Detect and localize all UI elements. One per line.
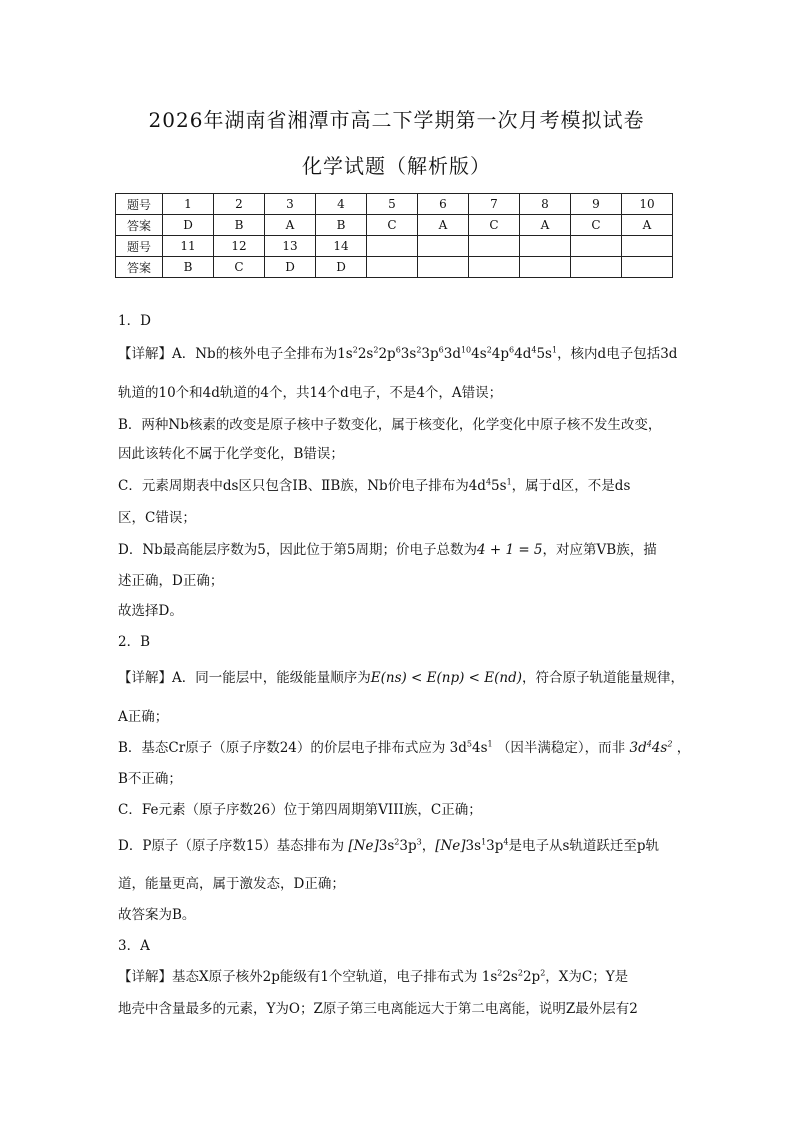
table-cell: B (316, 215, 367, 236)
table-cell: 题号 (116, 236, 163, 257)
table-row (116, 236, 673, 257)
question-1-line-2: 轨道的10个和4d轨道的4个，共14个d电子，不是4个，A错误； (118, 385, 503, 401)
text-span: ，核内d电子包括3d (557, 346, 678, 362)
question-2-line-1 (118, 666, 688, 686)
table-cell (367, 236, 418, 257)
question-1-line-7 (118, 538, 688, 558)
table-cell: 11 (163, 236, 214, 257)
question-3-line-1: 【详解】基态X原子核外2p能级有1个空轨道，电子排布式为 $1s^22s^22p^2$，X为C；Y是 (118, 968, 629, 985)
question-2-line-3: B．基态Cr原子（原子序数24）的价层电子排布式应为 $3d^54s^1$ （因半满稳定），而非 $3d^44s^2$ ， (118, 739, 691, 756)
table-cell: C (214, 257, 265, 278)
answer-table (115, 193, 673, 278)
question-1-answer: 1．D (118, 313, 151, 329)
table-cell: D (163, 215, 214, 236)
table-cell (469, 257, 520, 278)
text-span: 【详解】A．Nb的核外电子全排布为1s (118, 346, 353, 362)
table-cell: A (622, 215, 673, 236)
table-cell: D (316, 257, 367, 278)
table-row (116, 257, 673, 278)
table-cell: C (469, 215, 520, 236)
text-span: C．元素周期表中ds区只包含ⅠB、ⅡB族，Nb价电子排布为 (118, 478, 469, 494)
question-2-line-6: D．P原子（原子序数15）基态排布为 $[Ne]3s^23p^3$，$[Ne]3s^13p^4$是电子从s轨道跃迁至p轨 (118, 837, 660, 854)
table-cell (418, 257, 469, 278)
text-span: 【详解】A．同一能层中，能级能量顺序为 (118, 670, 371, 686)
table-cell: 答案 (116, 215, 163, 236)
table-cell: A (265, 215, 316, 236)
text-span: ，X为C；Y是 (545, 969, 629, 985)
table-cell: A (520, 215, 571, 236)
table-cell: C (571, 215, 622, 236)
table-cell: 12 (214, 236, 265, 257)
page-subtitle: 化学试题（解析版） (302, 154, 491, 178)
math-expression: E(ns) < E(np) < E(nd) (370, 670, 522, 686)
text-span: ，属于d区，不是ds (511, 478, 631, 494)
table-cell (571, 236, 622, 257)
table-cell: 5 (367, 194, 418, 215)
text-span: D．Nb最高能层序数为5，因此位于第5周期；价电子总数为 (118, 542, 477, 558)
text-span: （因半满稳定），而非 (496, 740, 626, 756)
question-1-line-1: 【详解】A．Nb的核外电子全排布为$1s^22s^22p^63s^23p^63d^{10}4s^24p^64d^45s^1$，核内d电子包括3d (118, 345, 678, 362)
text-span: 是电子从s轨道跃迁至p轨 (508, 838, 660, 854)
question-1-line-8: 述正确，D正确； (118, 573, 224, 589)
table-cell: B (163, 257, 214, 278)
table-cell (622, 236, 673, 257)
table-cell: 10 (622, 194, 673, 215)
question-1-line-3: B．两种Nb核素的改变是原子核中子数变化，属于核变化，化学变化中原子核不发生改变， (118, 417, 662, 433)
text-span: ，符合原子轨道能量规律， (522, 670, 684, 686)
table-cell (520, 257, 571, 278)
table-cell: 4 (316, 194, 367, 215)
table-cell: 8 (520, 194, 571, 215)
table-cell (622, 257, 673, 278)
question-2-line-5: C．Fe元素（原子序数26）位于第四周期第VIII族，C正确； (118, 802, 482, 818)
table-cell: 9 (571, 194, 622, 215)
question-3-answer: 3．A (118, 938, 150, 954)
table-cell: 1 (163, 194, 214, 215)
question-2-line-4: B不正确； (118, 771, 182, 787)
page-title: 2026年湖南省湘潭市高二下学期第一次月考模拟试卷 (148, 108, 645, 132)
math-expression: 4 + 1 = 5 (476, 542, 543, 558)
question-2-line-2: A正确； (118, 709, 169, 725)
table-cell (367, 257, 418, 278)
table-cell: 13 (265, 236, 316, 257)
table-cell: B (214, 215, 265, 236)
table-cell (418, 236, 469, 257)
table-cell (469, 236, 520, 257)
question-1-line-6: 区，C错误； (118, 510, 196, 526)
table-row (116, 194, 673, 215)
table-cell: 题号 (116, 194, 163, 215)
table-cell: 2 (214, 194, 265, 215)
table-cell: 3 (265, 194, 316, 215)
table-cell: 6 (418, 194, 469, 215)
table-cell: 14 (316, 236, 367, 257)
text-span: B．基态Cr原子（原子序数24）的价层电子排布式应为 (118, 740, 446, 756)
table-cell: C (367, 215, 418, 236)
table-cell: A (418, 215, 469, 236)
text-span: ，对应第ⅤB族，描 (542, 542, 657, 558)
table-row (116, 215, 673, 236)
text-span: ， (676, 740, 691, 756)
question-1-line-5: C．元素周期表中ds区只包含ⅠB、ⅡB族，Nb价电子排布为$4d^45s^1$，属于d区，不是ds (118, 477, 631, 494)
question-3-line-2: 地壳中含量最多的元素，Y为O；Z原子第三电离能远大于第二电离能，说明Z最外层有2 (118, 1001, 638, 1017)
question-2-line-8: 故答案为B。 (118, 907, 196, 923)
question-1-line-4: 因此该转化不属于化学变化，B错误； (118, 446, 344, 462)
table-cell: D (265, 257, 316, 278)
question-1-line-9: 故选择D。 (118, 603, 183, 619)
text-span: 【详解】基态X原子核外2p能级有1个空轨道，电子排布式为 (118, 969, 478, 985)
table-cell: 答案 (116, 257, 163, 278)
table-cell: 7 (469, 194, 520, 215)
question-2-line-7: 道，能量更高，属于激发态，D正确； (118, 876, 345, 892)
text-span: D．P原子（原子序数15）基态排布为 (118, 838, 345, 854)
question-2-answer: 2．B (118, 634, 151, 650)
table-cell (571, 257, 622, 278)
table-cell (520, 236, 571, 257)
